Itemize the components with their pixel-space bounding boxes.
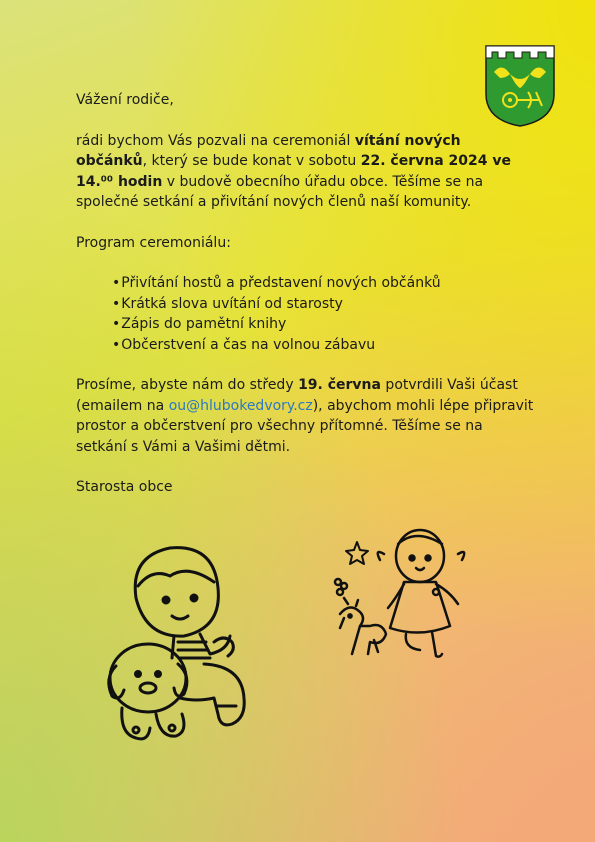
closing-text-3: ), abychom mohli lépe připravit prostor a občerstvení pro všechny přítomné. Těšíme se na setkání s Vámi a Vašimi dětmi. [76, 397, 534, 455]
closing-text-1: Prosíme, abyste nám do středy [76, 377, 299, 393]
email-link[interactable]: ou@hlubokedvory.cz [168, 397, 313, 414]
intro-text-1: rádi bychom Vás pozvali na ceremoniál [76, 132, 355, 149]
greeting: Vážení rodiče, [76, 92, 174, 108]
invitation-letter [76, 90, 536, 498]
rsvp-date: 19. června [298, 377, 381, 393]
closing-paragraph [76, 375, 536, 457]
girl-with-puppy-illustration-icon [330, 518, 480, 668]
program-heading: Program ceremoniálu: [76, 234, 231, 251]
program-list [76, 273, 536, 355]
intro-text-3: v budově obecního úřadu obce. Těšíme se na společné setkání a přivítání nových členů naší komunity. [76, 173, 484, 210]
intro-text-2: , který se bude konat v sobotu [142, 153, 361, 169]
event-date-time: 22. června 2024 ve 14.⁰⁰ hodin [76, 153, 511, 190]
program-item: • Zápis do pamětní knihy [112, 314, 536, 335]
signature: Starosta obce [76, 479, 173, 495]
program-item: • Přivítání hostů a představení nových občánků [112, 273, 536, 294]
program-item: • Krátká slova uvítání od starosty [112, 294, 536, 315]
event-name: vítání nových občánků [76, 132, 461, 169]
closing-text-2: potvrdili Vaši účast (emailem na [76, 377, 518, 414]
intro-paragraph [76, 131, 536, 213]
boy-with-teddy-illustration-icon [96, 538, 256, 758]
program-item: • Občerstvení a čas na volnou zábavu [112, 335, 536, 356]
